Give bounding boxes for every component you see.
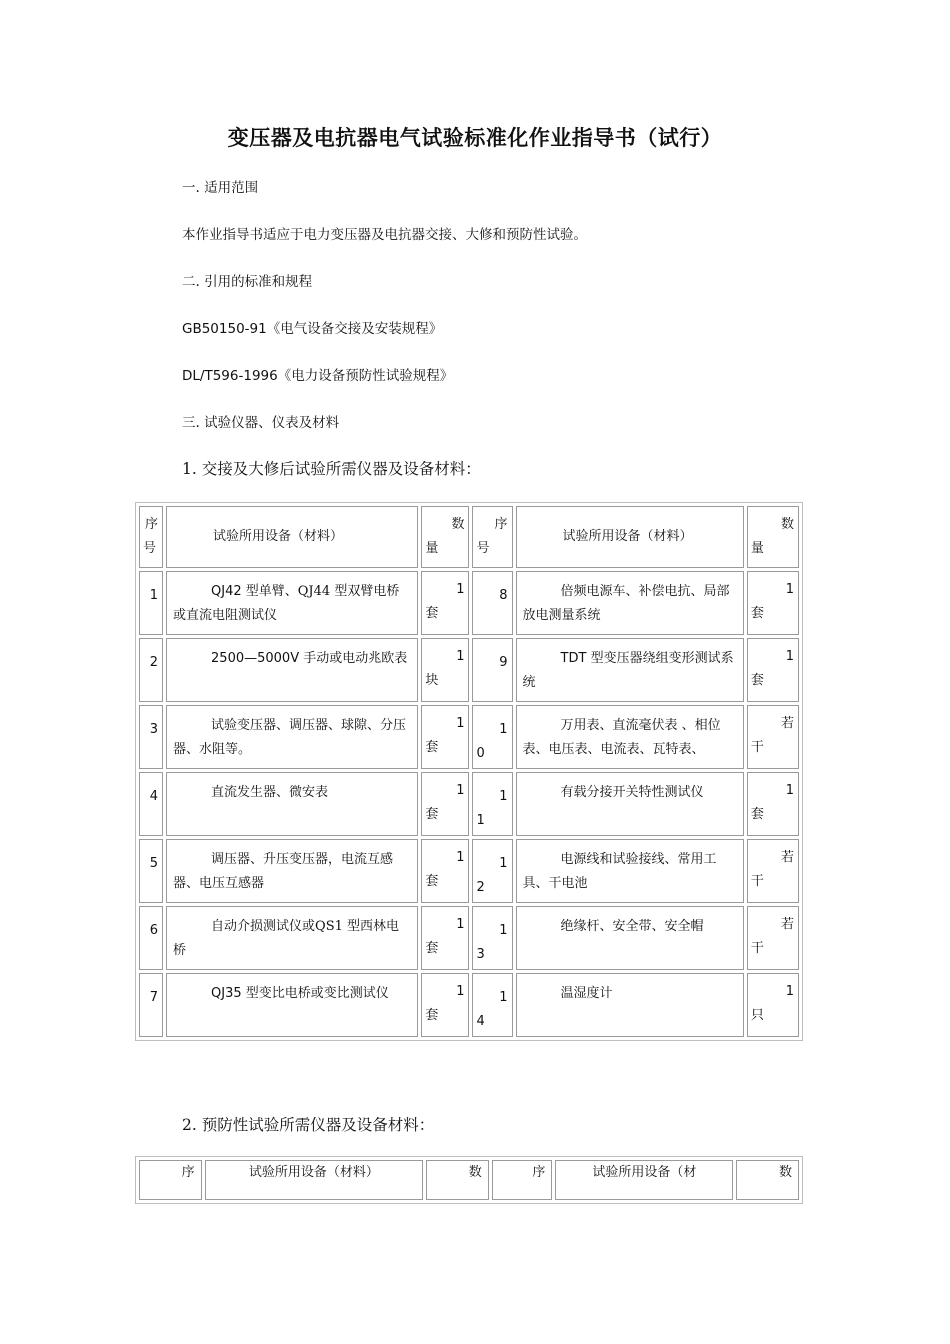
seq-number: 1 xyxy=(149,588,159,603)
seq-number: 1 xyxy=(499,923,508,938)
seq-number-cont: 4 xyxy=(476,1014,485,1029)
seq-number-cont: 2 xyxy=(476,880,485,895)
qty-cell xyxy=(747,638,799,702)
item-description: 电源线和试验接线、常用工具、干电池 xyxy=(522,852,717,891)
header-qty: 数 量 xyxy=(421,506,469,568)
seq-number: 3 xyxy=(149,722,159,737)
header-item: 试验所用设备（材料） xyxy=(516,506,744,568)
standard-code: DL/T596-1996 xyxy=(182,368,278,384)
seq-cell xyxy=(472,705,512,769)
qty-unit: 套 xyxy=(425,941,439,956)
header-seq: 序 xyxy=(492,1160,553,1200)
seq-cell xyxy=(139,638,163,702)
item-cell xyxy=(516,705,744,769)
section-heading-scope: 一. 适用范围 xyxy=(182,180,259,196)
qty-cell xyxy=(421,705,469,769)
qty-cell xyxy=(421,772,469,836)
header-seq: 序 xyxy=(139,1160,202,1200)
table-row xyxy=(139,973,799,1037)
table-row xyxy=(139,638,799,702)
item-description: 型变比电桥或变比测试仪 xyxy=(241,986,389,1001)
item-cell xyxy=(516,906,744,970)
qty-cell xyxy=(747,839,799,903)
qty-number: 若 xyxy=(780,917,794,932)
item-cell xyxy=(516,839,744,903)
qty-unit: 套 xyxy=(425,874,439,889)
qty-number: 若 xyxy=(780,850,794,865)
seq-cell xyxy=(139,571,163,635)
item-description: 型单臂、QJ44 型双臂电桥或直流电阻测试仪 xyxy=(173,584,400,623)
scope-text: 本作业指导书适应于电力变压器及电抗器交接、大修和预防性试验。 xyxy=(182,227,587,243)
item-description: 自动介损测试仪或QS1 型西林电桥 xyxy=(173,919,399,958)
qty-number: 1 xyxy=(456,582,465,597)
header-seq: 序 号 xyxy=(472,506,512,568)
qty-unit: 套 xyxy=(750,807,764,822)
header-item: 试验所用设备（材料） xyxy=(166,506,418,568)
standard-ref-1 xyxy=(182,317,442,337)
item-description: 绝缘杆、安全带、安全帽 xyxy=(560,919,704,934)
seq-number: 2 xyxy=(149,655,159,670)
item-description: 万用表、直流毫伏表 、相位表、电压表、电流表、瓦特表、 xyxy=(522,718,721,757)
qty-number: 若 xyxy=(780,716,794,731)
seq-cell xyxy=(472,772,512,836)
item-cell xyxy=(516,638,744,702)
standard-name: 《电力设备预防性试验规程》 xyxy=(277,368,454,384)
seq-cell xyxy=(139,772,163,836)
seq-number: 8 xyxy=(499,588,508,603)
qty-cell xyxy=(747,973,799,1037)
seq-cell xyxy=(472,839,512,903)
qty-cell xyxy=(421,638,469,702)
equipment-table-2 xyxy=(135,1156,803,1204)
header-item: 试验所用设备（材 xyxy=(555,1160,733,1200)
qty-number: 1 xyxy=(456,850,465,865)
item-cell xyxy=(166,705,418,769)
qty-number: 1 xyxy=(785,783,794,798)
page-title: 变压器及电抗器电气试验标准化作业指导书（试行） xyxy=(227,125,723,150)
table-row xyxy=(139,839,799,903)
header-qty: 数 xyxy=(426,1160,489,1200)
equipment-table-1 xyxy=(135,502,803,1041)
item-cell xyxy=(516,571,744,635)
qty-cell xyxy=(747,705,799,769)
qty-number: 1 xyxy=(456,783,465,798)
table-row xyxy=(139,772,799,836)
item-model-code: TDT xyxy=(560,651,587,666)
qty-unit: 干 xyxy=(750,874,764,889)
seq-cell xyxy=(139,973,163,1037)
subheading-2: 2. 预防性试验所需仪器及设备材料： xyxy=(182,1116,435,1134)
seq-number: 7 xyxy=(149,990,159,1005)
item-cell xyxy=(516,973,744,1037)
standard-ref-2 xyxy=(182,364,453,384)
qty-unit: 套 xyxy=(425,740,439,755)
item-description: 型变压器绕组变形测试系统 xyxy=(522,651,734,690)
section-heading-standards: 二. 引用的标准和规程 xyxy=(182,274,313,290)
item-description: 直流发生器、微安表 xyxy=(211,785,329,800)
table-row xyxy=(139,705,799,769)
item-model-code: 2500—5000V xyxy=(211,651,300,666)
item-cell xyxy=(516,772,744,836)
qty-number: 1 xyxy=(785,582,794,597)
qty-cell xyxy=(747,571,799,635)
seq-cell xyxy=(139,705,163,769)
qty-unit: 干 xyxy=(750,941,764,956)
table-header-row xyxy=(139,506,799,568)
header-item: 试验所用设备（材料） xyxy=(205,1160,423,1200)
seq-number-cont: 3 xyxy=(476,947,485,962)
table-row xyxy=(139,571,799,635)
seq-number-cont: 1 xyxy=(476,813,485,828)
item-description: 调压器、升压变压器，电流互感器、电压互感器 xyxy=(173,852,394,891)
seq-number: 1 xyxy=(499,789,508,804)
qty-number: 1 xyxy=(785,649,794,664)
seq-number: 6 xyxy=(149,923,159,938)
standard-name: 《电气设备交接及安装规程》 xyxy=(266,321,443,337)
seq-number: 9 xyxy=(499,655,508,670)
seq-cell xyxy=(139,906,163,970)
seq-number: 1 xyxy=(499,990,508,1005)
qty-unit: 块 xyxy=(425,673,439,688)
item-cell xyxy=(166,772,418,836)
qty-unit: 套 xyxy=(425,807,439,822)
table-row xyxy=(139,906,799,970)
item-description: 试验变压器、调压器、球隙、分压器、水阻等。 xyxy=(173,718,407,757)
subheading-1: 1. 交接及大修后试验所需仪器及设备材料： xyxy=(182,460,481,478)
qty-cell xyxy=(421,571,469,635)
header-qty: 数 量 xyxy=(747,506,799,568)
seq-cell xyxy=(139,839,163,903)
qty-unit: 套 xyxy=(425,1008,439,1023)
qty-cell xyxy=(747,772,799,836)
header-qty: 数 xyxy=(736,1160,799,1200)
header-seq: 序 号 xyxy=(139,506,163,568)
seq-number: 4 xyxy=(149,789,159,804)
seq-number: 5 xyxy=(149,856,159,871)
qty-cell xyxy=(421,906,469,970)
qty-unit: 套 xyxy=(750,606,764,621)
item-description: 有载分接开关特性测试仪 xyxy=(560,785,704,800)
qty-unit: 套 xyxy=(750,673,764,688)
table-header-row xyxy=(139,1160,799,1200)
item-cell xyxy=(166,906,418,970)
seq-number-cont: 0 xyxy=(476,746,485,761)
qty-cell xyxy=(421,973,469,1037)
standard-code: GB50150-91 xyxy=(182,321,267,337)
qty-number: 1 xyxy=(456,984,465,999)
seq-cell xyxy=(472,973,512,1037)
qty-cell xyxy=(421,839,469,903)
item-cell xyxy=(166,638,418,702)
item-model-code: QJ42 xyxy=(211,584,242,599)
qty-unit: 套 xyxy=(425,606,439,621)
item-cell xyxy=(166,571,418,635)
seq-number: 1 xyxy=(499,722,508,737)
item-model-code: QJ35 xyxy=(211,986,242,1001)
item-cell xyxy=(166,839,418,903)
item-description: 倍频电源车、补偿电抗、局部放电测量系统 xyxy=(522,584,730,623)
item-cell xyxy=(166,973,418,1037)
qty-number: 1 xyxy=(456,649,465,664)
seq-number: 1 xyxy=(499,856,508,871)
item-description: 温湿度计 xyxy=(560,986,613,1001)
qty-cell xyxy=(747,906,799,970)
qty-unit: 只 xyxy=(750,1008,764,1023)
qty-unit: 干 xyxy=(750,740,764,755)
seq-cell xyxy=(472,571,512,635)
seq-cell xyxy=(472,638,512,702)
qty-number: 1 xyxy=(456,716,465,731)
qty-number: 1 xyxy=(456,917,465,932)
section-heading-instruments: 三. 试验仪器、仪表及材料 xyxy=(182,415,340,431)
qty-number: 1 xyxy=(785,984,794,999)
item-description: 手动或电动兆欧表 xyxy=(299,651,408,666)
seq-cell xyxy=(472,906,512,970)
